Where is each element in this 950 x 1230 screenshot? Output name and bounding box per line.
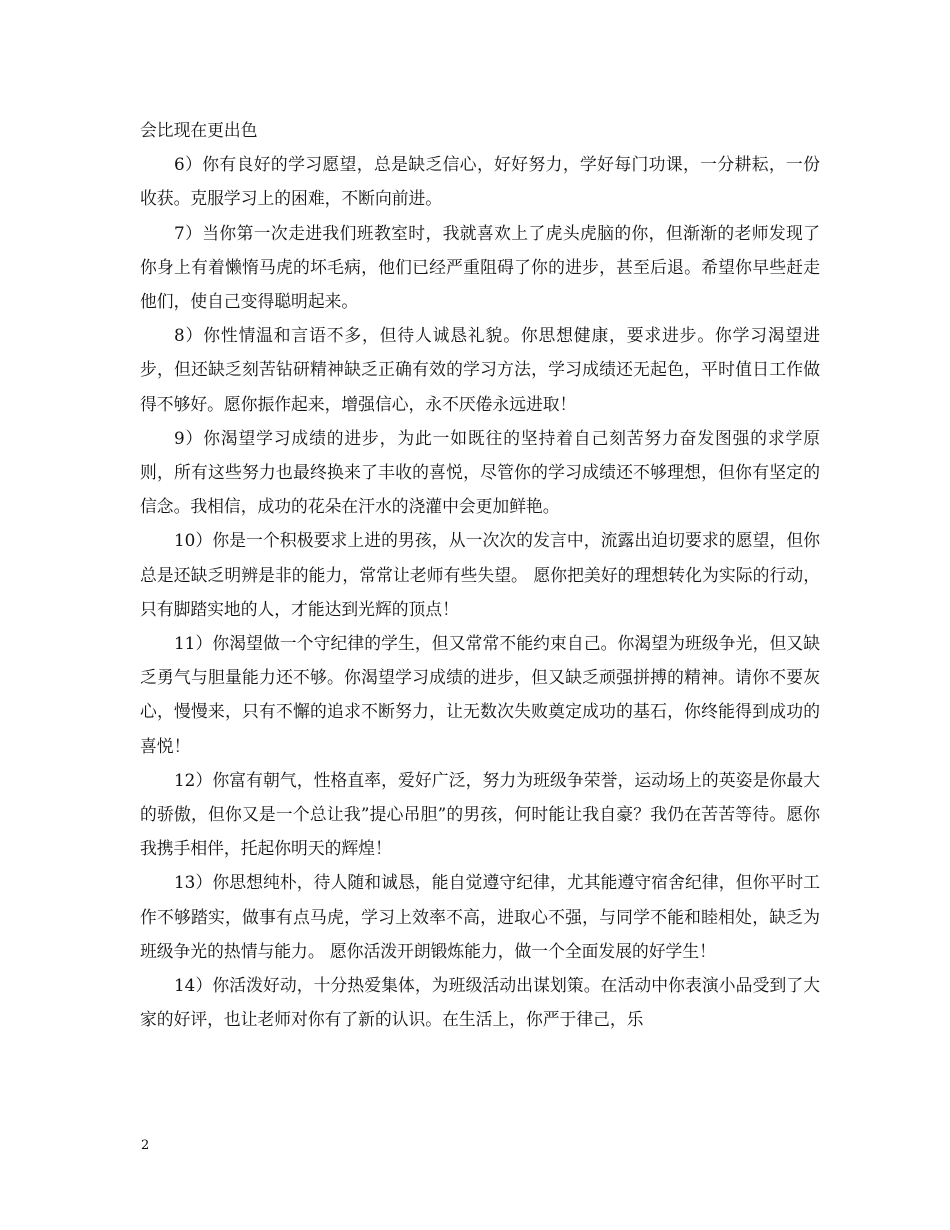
paragraph-comment-6: 6）你有良好的学习愿望，总是缺乏信心，好好努力，学好每门功课，一分耕耘，一份收获。克服学习上的困难，不断向前进。 [140,154,820,209]
paragraph-comment-9: 9）你渴望学习成绩的进步，为此一如既往的坚持着自己刻苦努力奋发图强的求学原则，所有这些努力也最终换来了丰收的喜悦，尽管你的学习成绩还不够理想，但你有坚定的信念。我相信，成功的花朵在汗水的浇灌中会更加鲜艳。 [140,427,820,517]
document-body [140,113,820,1036]
paragraph-comment-14: 14）你活泼好动，十分热爱集体，为班级活动出谋划策。在活动中你表演小品受到了大家的好评，也让老师对你有了新的认识。在生活上，你严于律己，乐 [140,975,820,1030]
paragraph-comment-8: 8）你性情温和言语不多，但待人诚恳礼貌。你思想健康，要求进步。你学习渴望进步，但还缺乏刻苦钻研精神缺乏正确有效的学习方法，学习成绩还无起色，平时值日工作做得不够好。愿你振作起来，增强信心，永不厌倦永远进取！ [140,325,820,414]
paragraph-comment-11: 11）你渴望做一个守纪律的学生，但又常常不能约束自己。你渴望为班级争光，但又缺乏勇气与胆量能力还不够。你渴望学习成绩的进步，但又缺乏顽强拼搏的精神。请你不要灰心，慢慢来，只有不懈的追求不断努力，让无数次失败奠定成功的基石，你终能得到成功的喜悦！ [140,633,820,756]
page-number: 2 [141,1138,150,1153]
paragraph-comment-12: 12）你富有朝气，性格直率，爱好广泛，努力为班级争荣誉，运动场上的英姿是你最大的骄傲，但你又是一个总让我”提心吊胆”的男孩，何时能让我自豪？我仍在苦苦等待。愿你我携手相伴，托起你明天的辉煌！ [140,769,820,859]
paragraph-comment-13: 13）你思想纯朴，待人随和诚恳，能自觉遵守纪律，尤其能遵守宿舍纪律，但你平时工作不够踏实，做事有点马虎，学习上效率不高，进取心不强，与同学不能和睦相处，缺乏为班级争光的热情与能力。 愿你活泼开朗锻炼能力，做一个全面发展的好学生！ [140,872,820,961]
paragraph-comment-10: 10）你是一个积极要求上进的男孩，从一次次的发言中，流露出迫切要求的愿望，但你总是还缺乏明辨是非的能力，常常让老师有些失望。 愿你把美好的理想转化为实际的行动，只有脚踏实地的人，才能达到光辉的顶点！ [140,530,820,619]
paragraph-continuation: 会比现在更出色 [140,120,258,140]
paragraph-comment-7: 7）当你第一次走进我们班教室时，我就喜欢上了虎头虎脑的你，但渐渐的老师发现了你身上有着懒惰马虎的坏毛病，他们已经严重阻碍了你的进步，甚至后退。希望你早些赶走他们，使自己变得聪明起来。 [140,222,820,312]
